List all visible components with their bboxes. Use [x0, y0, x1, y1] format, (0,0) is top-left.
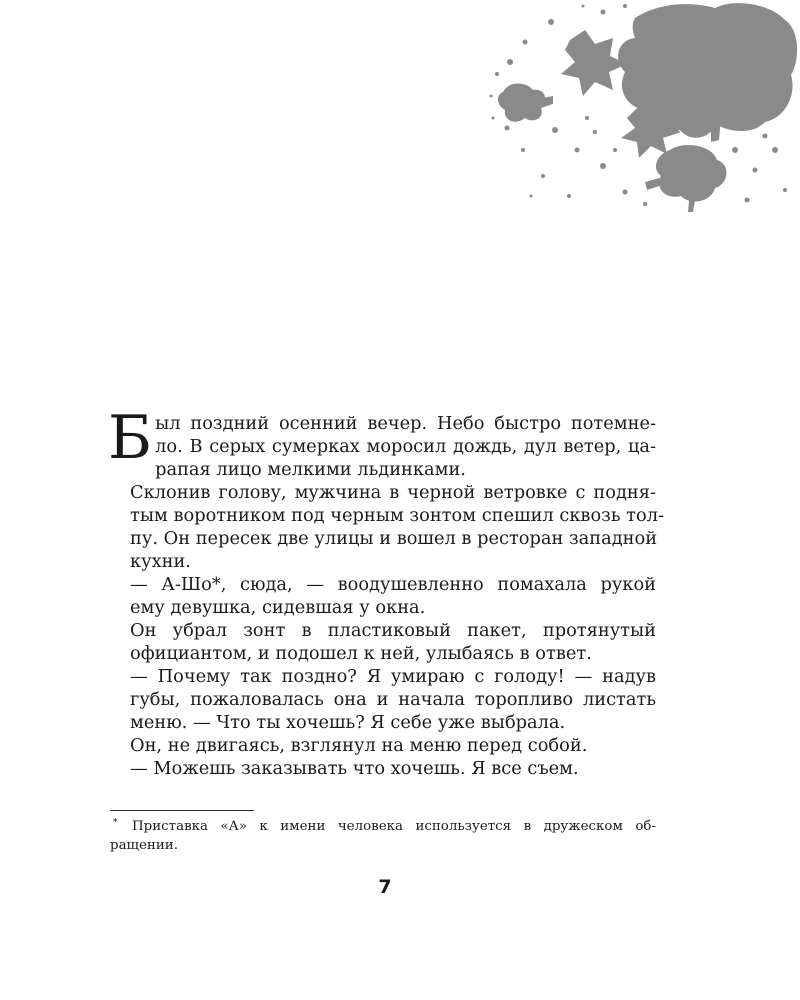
- text-line: рапая лицо мелкими льдинками.: [155, 459, 466, 480]
- text-line: пу. Он пересек две улицы и вошел в ресторан западной: [130, 528, 658, 549]
- text-line: — А-Шо*, сюда, — воодушевленно помахала рукой: [130, 574, 656, 595]
- text-line: губы, пожаловалась она и начала торопливо листать: [130, 689, 656, 710]
- text-line: Он убрал зонт в пластиковый пакет, протянутый: [130, 620, 656, 641]
- paragraph-4: [110, 619, 656, 665]
- paragraph-5: [110, 665, 656, 734]
- paragraph-2: [110, 481, 665, 573]
- footnote: [110, 817, 656, 855]
- main-text: [108, 403, 665, 780]
- footnote-marker: *: [113, 818, 118, 828]
- paragraph-6: [110, 734, 656, 757]
- ink-splash-illustration: [485, 0, 800, 215]
- text-line: официантом, и подошел к ней, улыбаясь в ответ.: [130, 643, 592, 664]
- footnote-line: Приставка «А» к имени человека используется в дружеском об-: [132, 819, 656, 834]
- text-line: Он, не двигаясь, взглянул на меню перед собой.: [130, 735, 588, 756]
- text-line: Склонив голову, мужчина в черной ветровке с подня-: [130, 482, 656, 503]
- footnote-line: ращении.: [110, 838, 178, 853]
- text-line: ыл поздний осенний вечер. Небо быстро потемне-: [155, 413, 656, 434]
- text-line: — Почему так поздно? Я умираю с голоду! — надув: [130, 666, 656, 687]
- page-number: 7: [378, 876, 392, 898]
- text-line: ло. В серых сумерках моросил дождь, дул ветер, ца-: [155, 436, 656, 457]
- text-line: — Можешь заказывать что хочешь. Я все съем.: [130, 758, 579, 779]
- text-line: меню. — Что ты хочешь? Я себе уже выбрала.: [130, 712, 566, 733]
- text-line: ему девушка, сидевшая у окна.: [130, 597, 426, 618]
- footnote-rule: [110, 810, 254, 811]
- drop-cap: Б: [108, 403, 153, 473]
- text-line: кухни.: [130, 551, 191, 572]
- text-line: тым воротником под черным зонтом спешил сквозь тол-: [130, 505, 665, 526]
- footnote-text: [110, 817, 656, 836]
- paragraph-3: [110, 573, 656, 619]
- paragraph-7: [110, 757, 656, 780]
- paragraph-1: [108, 403, 656, 481]
